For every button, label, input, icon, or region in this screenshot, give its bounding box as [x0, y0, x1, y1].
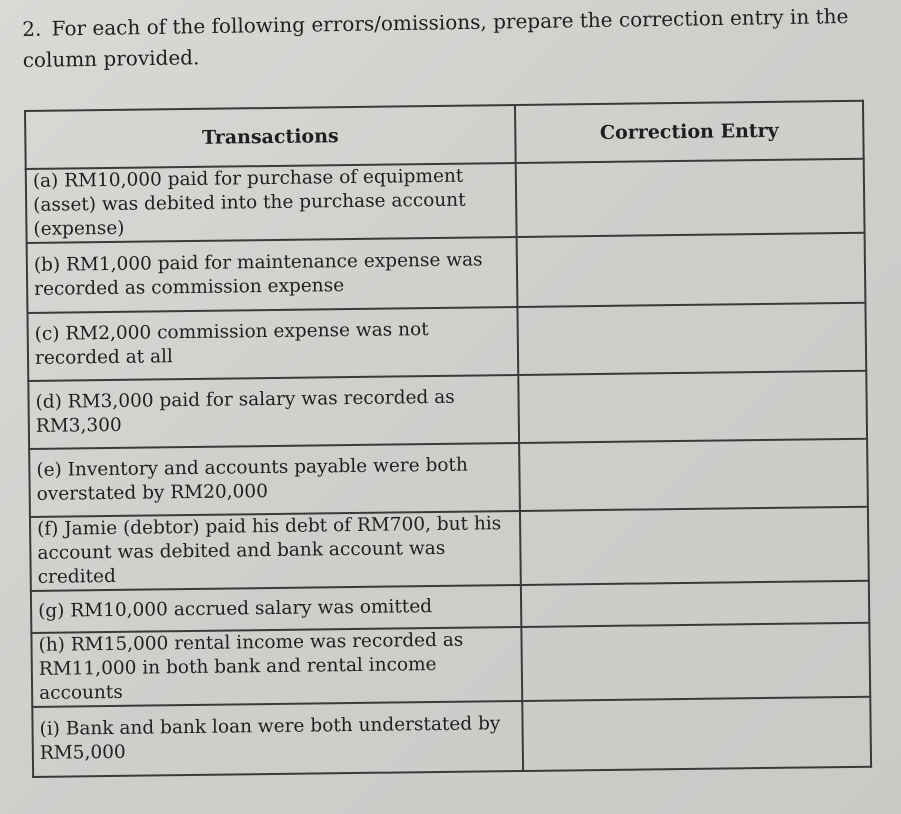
- correction-entry-cell[interactable]: [516, 159, 865, 237]
- header-transactions: Transactions: [25, 105, 516, 169]
- transaction-cell: (c) RM2,000 commission expense was not recorded at all: [27, 307, 518, 381]
- question-number: 2.: [22, 16, 42, 41]
- correction-entry-cell[interactable]: [517, 233, 866, 307]
- header-correction-entry: Correction Entry: [515, 101, 864, 163]
- correction-entry-cell[interactable]: [520, 507, 869, 585]
- transaction-cell: (e) Inventory and accounts payable were both overstated by RM20,000: [29, 443, 520, 517]
- transaction-cell: (h) RM15,000 rental income was recorded as RM11,000 in both bank and rental income accounts: [31, 627, 522, 707]
- correction-entry-cell[interactable]: [521, 581, 869, 627]
- transaction-cell: (b) RM1,000 paid for maintenance expense was recorded as commission expense: [27, 237, 518, 313]
- table-row: [30, 507, 869, 591]
- table-row: [31, 623, 870, 707]
- transaction-cell: (d) RM3,000 paid for salary was recorded as RM3,300: [28, 375, 519, 449]
- correction-entry-cell[interactable]: [522, 697, 871, 771]
- correction-table-wrapper: [24, 100, 870, 778]
- table-row: [27, 303, 866, 381]
- table-row: [29, 439, 868, 517]
- correction-entry-cell[interactable]: [521, 623, 870, 701]
- transaction-cell: (g) RM10,000 accrued salary was omitted: [31, 585, 521, 633]
- correction-entry-cell[interactable]: [517, 303, 866, 375]
- correction-table: [24, 100, 872, 778]
- table-row: [26, 159, 865, 243]
- question-prompt: [22, 0, 883, 76]
- correction-entry-cell[interactable]: [518, 371, 867, 443]
- table-row: [28, 371, 867, 449]
- question-text: For each of the following errors/omissions, prepare the correction entry in the column provided.: [22, 4, 849, 72]
- table-row: [27, 233, 866, 313]
- transaction-cell: (a) RM10,000 paid for purchase of equipment (asset) was debited into the purchase account (expense): [26, 163, 517, 243]
- table-header-row: [25, 101, 864, 169]
- transaction-cell: (i) Bank and bank loan were both understated by RM5,000: [32, 701, 523, 777]
- transaction-cell: (f) Jamie (debtor) paid his debt of RM700, but his account was debited and bank account was credited: [30, 511, 521, 591]
- correction-entry-cell[interactable]: [519, 439, 868, 511]
- table-row: [32, 697, 871, 777]
